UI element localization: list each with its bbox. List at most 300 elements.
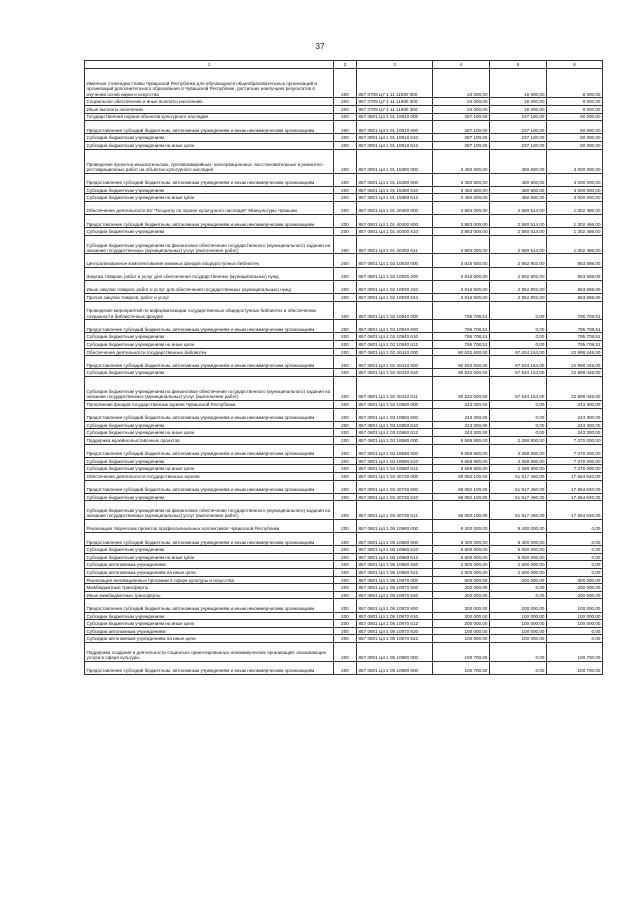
header-cell: 4 xyxy=(433,61,490,69)
row-value-col6: 3 000 000,00 xyxy=(547,194,603,202)
row-value-col6: 863 598,00 xyxy=(547,254,603,267)
table-row xyxy=(85,472,603,480)
row-value-col4: 500 000,00 xyxy=(433,576,490,584)
row-classification-code: 857 0801 Ц4 1 02 10930 240 xyxy=(357,280,433,293)
row-description: Субсидии бюджетным учреждениям xyxy=(85,369,334,377)
row-code: 200 xyxy=(334,149,357,173)
table-row xyxy=(85,599,603,612)
row-value-col5: 67 634 154,00 xyxy=(490,356,547,369)
row-description: Именные стипендии Главы Чувашской Республики для обучающихся общеобразовательных организаций и организаций дополнительного образования в Чувашской Республике, достигших наилучших результатов в изучении основ науки и искусства xyxy=(85,69,334,98)
row-code: 200 xyxy=(334,591,357,599)
row-classification-code: 857 0801 Ц4 1 01 10910 000 xyxy=(357,113,433,121)
table-row xyxy=(85,369,603,377)
row-classification-code: 857 0801 Ц4 1 03 18580 612 xyxy=(357,465,433,473)
row-description: Предоставление субсидий бюджетным, автономным учреждениям и иным некоммерческим организациям xyxy=(85,533,334,546)
row-value-col4: 795 708,51 xyxy=(433,301,490,320)
row-classification-code: 857 0801 Ц4 1 02 10940 612 xyxy=(357,341,433,349)
table-row xyxy=(85,294,603,302)
row-value-col6: 100 700,00 xyxy=(547,661,603,674)
row-value-col6: 0,00 xyxy=(547,553,603,561)
row-value-col4: 200 000,00 xyxy=(433,620,490,628)
table-row xyxy=(85,134,603,142)
row-value-col4: 3 450 600,00 xyxy=(433,194,490,202)
table-row xyxy=(85,642,603,661)
row-value-col4: 69 082 100,00 xyxy=(433,472,490,480)
row-code: 200 xyxy=(334,320,357,333)
row-classification-code: 857 0801 Ц4 1 03 10950 000 xyxy=(357,400,433,408)
row-value-col6: 60 000,00 xyxy=(547,141,603,149)
row-code: 200 xyxy=(334,642,357,661)
row-value-col4: 100 000,00 xyxy=(433,627,490,635)
row-code: 200 xyxy=(334,635,357,643)
row-value-col5: 100 000,00 xyxy=(490,635,547,643)
row-value-col6: 8 000,00 xyxy=(547,98,603,106)
row-classification-code: 857 0801 Ц4 1 02 10930 200 xyxy=(357,267,433,280)
row-code: 200 xyxy=(334,228,357,236)
table-row xyxy=(85,215,603,228)
row-code: 200 xyxy=(334,553,357,561)
row-code: 200 xyxy=(334,348,357,356)
row-classification-code: 857 0801 Ц4 1 05 10970 540 xyxy=(357,591,433,599)
row-value-col4: 2 800 000,00 xyxy=(433,569,490,577)
row-value-col5: 2 800 000,00 xyxy=(490,561,547,569)
table-row xyxy=(85,553,603,561)
row-value-col6: 17 564 640,00 xyxy=(547,501,603,520)
row-value-col4: 90 632 600,00 xyxy=(433,376,490,400)
row-description: Предоставление субсидий бюджетным, автономным учреждениям и иным некоммерческим организациям xyxy=(85,320,334,333)
row-description: Закупка товаров, работ и услуг для обеспечения государственных (муниципальных) нужд xyxy=(85,267,334,280)
row-value-col5: 8 400 000,00 xyxy=(490,533,547,546)
row-value-col6: 863 598,00 xyxy=(547,267,603,280)
row-value-col5: 0,00 xyxy=(490,333,547,341)
row-value-col4: 3 883 000,00 xyxy=(433,201,490,214)
row-code: 200 xyxy=(334,215,357,228)
row-classification-code: 857 0801 Ц4 1 03 40730 610 xyxy=(357,493,433,501)
row-value-col4: 2 800 000,00 xyxy=(433,561,490,569)
row-classification-code: 857 0801 Ц4 1 02 10940 000 xyxy=(357,301,433,320)
row-value-col4: 69 082 100,00 xyxy=(433,493,490,501)
row-value-col5: 2 800 000,00 xyxy=(490,569,547,577)
row-code: 200 xyxy=(334,369,357,377)
row-value-col5: 237 100,00 xyxy=(490,134,547,142)
row-value-col5: 2 288 800,00 xyxy=(490,436,547,444)
row-classification-code: 857 0709 Ц7 1 11 11690 000 xyxy=(357,69,433,98)
table-row xyxy=(85,612,603,620)
row-code: 200 xyxy=(334,113,357,121)
table-row xyxy=(85,429,603,437)
row-value-col6: 243 300,00 xyxy=(547,429,603,437)
row-description: Иные межбюджетные трансферты xyxy=(85,591,334,599)
row-value-col6: 863 598,00 xyxy=(547,294,603,302)
row-description: Субсидии бюджетным учреждениям на иные цели xyxy=(85,341,334,349)
table-row xyxy=(85,444,603,457)
row-description: Субсидии бюджетным учреждениям xyxy=(85,457,334,465)
row-description: Предоставление субсидий бюджетным, автономным учреждениям и иным некоммерческим организациям xyxy=(85,173,334,186)
row-value-col6: 1 302 486,00 xyxy=(547,228,603,236)
row-value-col4: 200 000,00 xyxy=(433,612,490,620)
header-cell: 5 xyxy=(490,61,547,69)
row-classification-code: 857 0801 Ц4 1 03 18580 610 xyxy=(357,457,433,465)
row-value-col6: 0,00 xyxy=(547,561,603,569)
row-code: 200 xyxy=(334,561,357,569)
row-code: 200 xyxy=(334,472,357,480)
table-row xyxy=(85,400,603,408)
row-code: 200 xyxy=(334,356,357,369)
row-value-col4: 243 300,00 xyxy=(433,408,490,421)
row-code: 200 xyxy=(334,612,357,620)
row-value-col6: 17 564 640,00 xyxy=(547,472,603,480)
row-classification-code: 857 0801 Ц4 1 01 15380 600 xyxy=(357,173,433,186)
row-code: 200 xyxy=(334,436,357,444)
table-row xyxy=(85,627,603,635)
row-value-col5: 237 100,00 xyxy=(490,121,547,134)
row-value-col6: 200 000,00 xyxy=(547,584,603,592)
table-body xyxy=(85,69,603,675)
table-row xyxy=(85,173,603,186)
row-value-col5: 0,00 xyxy=(490,408,547,421)
row-classification-code: 857 0801 Ц4 1 05 10960 000 xyxy=(357,519,433,532)
row-value-col6: 100 700,00 xyxy=(547,642,603,661)
row-code: 200 xyxy=(334,408,357,421)
row-classification-code: 857 0801 Ц4 1 02 40410 600 xyxy=(357,356,433,369)
row-value-col5: 67 634 154,00 xyxy=(490,369,547,377)
table-row xyxy=(85,186,603,194)
row-value-col5: 51 517 460,00 xyxy=(490,493,547,501)
row-description: Субсидии бюджетным учреждениям на иные цели xyxy=(85,194,334,202)
row-value-col4: 3 450 600,00 xyxy=(433,173,490,186)
row-description: Субсидии бюджетным учреждениям на иные цели xyxy=(85,141,334,149)
row-value-col6: 3 000 000,00 xyxy=(547,186,603,194)
row-classification-code: 857 0801 Ц4 1 02 10940 600 xyxy=(357,320,433,333)
table-row xyxy=(85,620,603,628)
row-value-col6: 243 300,00 xyxy=(547,408,603,421)
row-code: 200 xyxy=(334,105,357,113)
header-cell: 2 xyxy=(334,61,357,69)
row-value-col4: 3 816 500,00 xyxy=(433,294,490,302)
row-description: Реализация инновационных программ в сфере культуры и искусства xyxy=(85,576,334,584)
row-value-col5: 67 634 154,00 xyxy=(490,376,547,400)
row-description: Пополнение фондов государственных музеев Чувашской Республики xyxy=(85,400,334,408)
row-value-col4: 8 400 000,00 xyxy=(433,533,490,546)
row-value-col4: 24 000,00 xyxy=(433,105,490,113)
table-row xyxy=(85,149,603,173)
table-row xyxy=(85,421,603,429)
table-row xyxy=(85,561,603,569)
row-code: 200 xyxy=(334,429,357,437)
row-value-col4: 795 708,51 xyxy=(433,333,490,341)
row-description: Субсидии бюджетным учреждениям на иные цели xyxy=(85,429,334,437)
row-value-col5: 2 288 800,00 xyxy=(490,465,547,473)
row-description: Субсидии автономным учреждениям xyxy=(85,627,334,635)
row-value-col5: 0,00 xyxy=(490,642,547,661)
table-row xyxy=(85,113,603,121)
row-classification-code: 857 0801 Ц4 1 05 10960 622 xyxy=(357,569,433,577)
header-row xyxy=(85,61,603,69)
row-value-col6: 0,00 xyxy=(547,627,603,635)
row-value-col5: 100 000,00 xyxy=(490,612,547,620)
row-code: 200 xyxy=(334,421,357,429)
row-value-col4: 3 816 500,00 xyxy=(433,280,490,293)
table-row xyxy=(85,635,603,643)
row-value-col5: 0,00 xyxy=(490,341,547,349)
row-description: Реализация творческих проектов профессиональных коллективов Чувашской Республики xyxy=(85,519,334,532)
row-value-col4: 90 632 600,00 xyxy=(433,369,490,377)
row-code: 200 xyxy=(334,533,357,546)
table-row xyxy=(85,141,603,149)
table-row xyxy=(85,569,603,577)
row-description: Субсидии автономным учреждениям на иные цели xyxy=(85,635,334,643)
row-description: Субсидии бюджетным учреждениям на финансовое обеспечение государственного (муниципального) задания на оказание государственных (муниципальных) услуг (выполнение работ) xyxy=(85,235,334,254)
row-description: Предоставление субсидий бюджетным, автономным учреждениям и иным некоммерческим организациям xyxy=(85,356,334,369)
row-value-col6: 0,00 xyxy=(547,569,603,577)
table-row xyxy=(85,105,603,113)
row-value-col5: 5 600 000,00 xyxy=(490,546,547,554)
row-classification-code: 857 0801 Ц4 1 02 40410 000 xyxy=(357,348,433,356)
row-value-col5: 100 000,00 xyxy=(490,627,547,635)
row-value-col5: 0,00 xyxy=(490,421,547,429)
row-value-col4: 9 658 800,00 xyxy=(433,465,490,473)
row-value-col5: 200 000,00 xyxy=(490,576,547,584)
row-code: 200 xyxy=(334,341,357,349)
row-description: Прочая закупка товаров, работ и услуг xyxy=(85,294,334,302)
row-description: Обеспечение деятельности государственных библиотек xyxy=(85,348,334,356)
row-description: Субсидии автономным учреждениям xyxy=(85,561,334,569)
row-value-col4: 3 450 600,00 xyxy=(433,149,490,173)
row-value-col4: 69 082 100,00 xyxy=(433,501,490,520)
row-classification-code: 857 0801 Ц4 1 03 40730 600 xyxy=(357,480,433,493)
row-code: 200 xyxy=(334,294,357,302)
row-value-col4: 24 000,00 xyxy=(433,69,490,98)
table-row xyxy=(85,465,603,473)
table-row xyxy=(85,235,603,254)
row-value-col6: 22 998 446,00 xyxy=(547,376,603,400)
row-classification-code: 857 0801 Ц4 1 01 40400 600 xyxy=(357,215,433,228)
header-cell: 6 xyxy=(547,61,603,69)
row-code: 200 xyxy=(334,501,357,520)
row-value-col5: 237 100,00 xyxy=(490,141,547,149)
table-row xyxy=(85,376,603,400)
row-code: 200 xyxy=(334,280,357,293)
row-classification-code: 857 0801 Ц4 1 03 10950 612 xyxy=(357,429,433,437)
row-value-col5: 2 288 800,00 xyxy=(490,444,547,457)
table-row xyxy=(85,457,603,465)
row-code: 200 xyxy=(334,235,357,254)
row-value-col4: 297 100,00 xyxy=(433,121,490,134)
row-value-col4: 9 658 800,00 xyxy=(433,436,490,444)
row-value-col5: 2 580 514,00 xyxy=(490,201,547,214)
row-value-col4: 90 632 600,00 xyxy=(433,356,490,369)
row-value-col4: 297 100,00 xyxy=(433,113,490,121)
table-row xyxy=(85,356,603,369)
row-code: 200 xyxy=(334,98,357,106)
row-code: 200 xyxy=(334,69,357,98)
row-value-col5: 5 600 000,00 xyxy=(490,553,547,561)
row-value-col5: 67 634 154,00 xyxy=(490,348,547,356)
row-value-col6: 7 370 000,00 xyxy=(547,465,603,473)
row-classification-code: 857 0801 Ц4 1 05 10970 622 xyxy=(357,635,433,643)
row-value-col6: 100 000,00 xyxy=(547,612,603,620)
row-value-col5: 0,00 xyxy=(490,320,547,333)
table-row xyxy=(85,333,603,341)
row-description: Субсидии бюджетным учреждениям на иные цели xyxy=(85,620,334,628)
row-value-col5: 2 952 902,00 xyxy=(490,294,547,302)
table-row xyxy=(85,348,603,356)
row-description: Поддержка музейно-выставочных проектов xyxy=(85,436,334,444)
row-code: 200 xyxy=(334,444,357,457)
row-value-col4: 100 000,00 xyxy=(433,635,490,643)
row-value-col6: 795 708,51 xyxy=(547,341,603,349)
row-description: Централизованное комплектование книжных фондов общедоступных библиотек xyxy=(85,254,334,267)
row-classification-code: 857 0801 Ц4 1 01 15380 000 xyxy=(357,149,433,173)
row-value-col5: 0,00 xyxy=(490,591,547,599)
row-description: Предоставление субсидий бюджетным, автономным учреждениям и иным некоммерческим организациям xyxy=(85,661,334,674)
row-code: 200 xyxy=(334,141,357,149)
row-value-col5: 16 000,00 xyxy=(490,69,547,98)
row-description: Субсидии бюджетным учреждениям xyxy=(85,493,334,501)
row-value-col4: 100 700,00 xyxy=(433,642,490,661)
row-value-col6: 0,00 xyxy=(547,519,603,532)
row-classification-code: 857 0801 Ц4 1 05 10960 600 xyxy=(357,533,433,546)
row-value-col6: 17 564 640,00 xyxy=(547,493,603,501)
row-description: Субсидии бюджетным учреждениям на иные цели xyxy=(85,553,334,561)
row-value-col4: 243 300,00 xyxy=(433,429,490,437)
row-value-col6: 8 000,00 xyxy=(547,105,603,113)
row-code: 200 xyxy=(334,661,357,674)
table-row xyxy=(85,591,603,599)
row-value-col5: 51 517 460,00 xyxy=(490,501,547,520)
row-description: Межбюджетные трансферты xyxy=(85,584,334,592)
budget-table xyxy=(84,60,603,675)
row-value-col4: 24 000,00 xyxy=(433,98,490,106)
row-code: 200 xyxy=(334,173,357,186)
row-value-col5: 450 600,00 xyxy=(490,186,547,194)
table-row xyxy=(85,501,603,520)
row-classification-code: 857 0801 Ц4 1 05 10970 600 xyxy=(357,599,433,612)
row-value-col4: 69 082 100,00 xyxy=(433,480,490,493)
row-value-col5: 2 952 902,00 xyxy=(490,280,547,293)
row-code: 200 xyxy=(334,627,357,635)
row-classification-code: 857 0801 Ц4 1 05 10970 000 xyxy=(357,576,433,584)
row-description: Субсидии автономным учреждениям на иные цели xyxy=(85,569,334,577)
row-value-col6: 863 598,00 xyxy=(547,280,603,293)
row-description: Проведение проектно-изыскательских, противоаварийных, консервационных, восстановительных и ремонтно-реставрационных работ на объектах культурного наследия xyxy=(85,149,334,173)
row-code: 200 xyxy=(334,333,357,341)
row-value-col6: 1 302 486,00 xyxy=(547,201,603,214)
row-value-col5: 237 100,00 xyxy=(490,113,547,121)
table-row xyxy=(85,436,603,444)
row-code: 200 xyxy=(334,201,357,214)
row-classification-code: 857 0801 Ц4 1 05 10970 612 xyxy=(357,620,433,628)
row-code: 200 xyxy=(334,576,357,584)
row-value-col6: 100 000,00 xyxy=(547,620,603,628)
header-cell: 3 xyxy=(357,61,433,69)
row-classification-code: 857 0801 Ц4 1 05 10970 620 xyxy=(357,627,433,635)
row-description: Субсидии бюджетным учреждениям xyxy=(85,333,334,341)
row-code: 200 xyxy=(334,134,357,142)
row-value-col4: 100 700,00 xyxy=(433,661,490,674)
row-classification-code: 857 0801 Ц4 1 01 10910 600 xyxy=(357,121,433,134)
row-value-col6: 7 370 000,00 xyxy=(547,444,603,457)
row-value-col6: 7 370 000,00 xyxy=(547,436,603,444)
row-classification-code: 857 0801 Ц4 1 01 10910 612 xyxy=(357,141,433,149)
table-row xyxy=(85,228,603,236)
row-description: Субсидии бюджетным учреждениям xyxy=(85,421,334,429)
row-value-col6: 1 302 486,00 xyxy=(547,215,603,228)
row-code: 200 xyxy=(334,457,357,465)
row-description: Субсидии бюджетным учреждениям на иные цели xyxy=(85,465,334,473)
row-description: Предоставление субсидий бюджетным, автономным учреждениям и иным некоммерческим организациям xyxy=(85,480,334,493)
row-value-col6: 795 708,51 xyxy=(547,301,603,320)
row-value-col6: 300 000,00 xyxy=(547,576,603,584)
row-code: 200 xyxy=(334,584,357,592)
table-row xyxy=(85,320,603,333)
row-classification-code: 857 0801 Ц4 1 01 40400 611 xyxy=(357,235,433,254)
row-description: Субсидии бюджетным учреждениям xyxy=(85,186,334,194)
table-row xyxy=(85,267,603,280)
row-value-col6: 22 998 446,00 xyxy=(547,369,603,377)
row-value-col4: 5 600 000,00 xyxy=(433,553,490,561)
row-value-col6: 17 564 640,00 xyxy=(547,480,603,493)
row-code: 200 xyxy=(334,465,357,473)
table-row xyxy=(85,576,603,584)
row-value-col5: 2 580 514,00 xyxy=(490,228,547,236)
table-row xyxy=(85,519,603,532)
row-value-col4: 8 400 000,00 xyxy=(433,519,490,532)
row-value-col6: 7 370 000,00 xyxy=(547,457,603,465)
row-description: Иные закупки товаров, работ и услуг для обеспечения государственных (муниципальных) нужд xyxy=(85,280,334,293)
row-classification-code: 857 0801 Ц4 1 02 10940 610 xyxy=(357,333,433,341)
row-value-col6: 0,00 xyxy=(547,533,603,546)
row-classification-code: 857 0801 Ц4 1 02 40410 611 xyxy=(357,376,433,400)
row-code: 200 xyxy=(334,301,357,320)
table-row xyxy=(85,254,603,267)
row-value-col6: 0,00 xyxy=(547,635,603,643)
row-value-col4: 9 658 800,00 xyxy=(433,457,490,465)
table-row xyxy=(85,121,603,134)
row-value-col5: 2 580 514,00 xyxy=(490,235,547,254)
row-description: Субсидии бюджетным учреждениям xyxy=(85,228,334,236)
row-code: 200 xyxy=(334,569,357,577)
row-value-col6: 0,00 xyxy=(547,546,603,554)
row-description: Иные выплаты населению xyxy=(85,105,334,113)
table-row xyxy=(85,584,603,592)
row-value-col4: 3 450 600,00 xyxy=(433,186,490,194)
row-value-col5: 16 000,00 xyxy=(490,105,547,113)
table-row xyxy=(85,301,603,320)
row-value-col5: 8 400 000,00 xyxy=(490,519,547,532)
row-classification-code: 857 0801 Ц4 1 05 10970 500 xyxy=(357,584,433,592)
row-value-col4: 795 708,51 xyxy=(433,341,490,349)
row-classification-code: 857 0801 Ц4 1 05 10960 620 xyxy=(357,561,433,569)
row-code: 200 xyxy=(334,599,357,612)
row-value-col5: 0,00 xyxy=(490,661,547,674)
row-description: Проведение мероприятий по информатизации государственных общедоступных библиотек и обеспечению сохранности библиотечных фондов xyxy=(85,301,334,320)
row-code: 200 xyxy=(334,620,357,628)
row-classification-code: 857 0801 Ц4 1 05 10960 610 xyxy=(357,546,433,554)
row-code: 200 xyxy=(334,194,357,202)
row-value-col5: 0,00 xyxy=(490,429,547,437)
row-value-col4: 3 816 500,00 xyxy=(433,267,490,280)
row-value-col4: 9 658 800,00 xyxy=(433,444,490,457)
table-row xyxy=(85,546,603,554)
row-value-col6: 100 000,00 xyxy=(547,599,603,612)
row-description: Субсидии бюджетным учреждениям xyxy=(85,612,334,620)
row-classification-code: 857 0709 Ц7 1 11 11690 360 xyxy=(357,105,433,113)
row-value-col6: 1 302 486,00 xyxy=(547,235,603,254)
row-value-col4: 200 000,00 xyxy=(433,591,490,599)
row-value-col5: 0,00 xyxy=(490,400,547,408)
row-classification-code: 857 0801 Ц4 1 01 15380 612 xyxy=(357,194,433,202)
